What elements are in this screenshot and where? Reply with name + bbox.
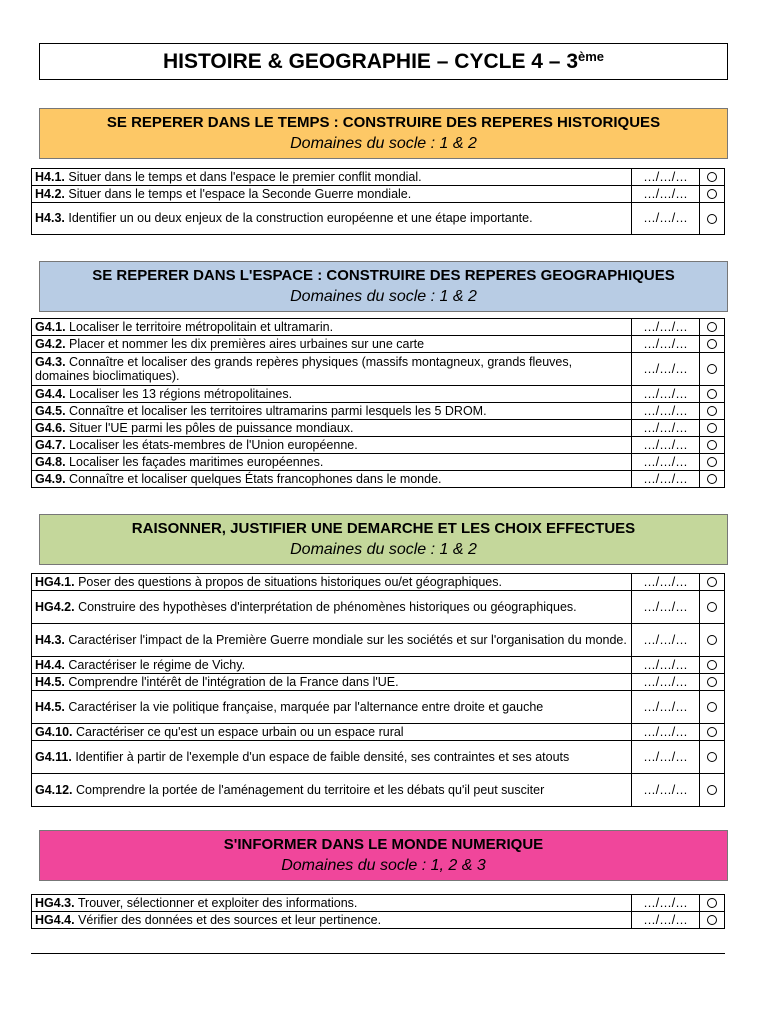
date-field[interactable]: …/…/…	[632, 574, 700, 591]
circle-checkbox[interactable]	[707, 457, 717, 467]
skill-cell	[32, 471, 632, 488]
circle-checkbox[interactable]	[707, 406, 717, 416]
skill-text: Localiser les 13 régions métropolitaines.	[65, 386, 293, 401]
skill-code: G4.11.	[35, 749, 72, 764]
check-cell[interactable]	[700, 203, 725, 235]
check-cell[interactable]	[700, 624, 725, 657]
skill-code: H4.5.	[35, 699, 65, 714]
date-field[interactable]: …/…/…	[632, 895, 700, 912]
check-cell[interactable]	[700, 386, 725, 403]
table-row	[32, 203, 725, 235]
skill-text: Construire des hypothèses d'interprétation de phénomènes historiques ou géographiques.	[74, 599, 577, 614]
skill-cell	[32, 186, 632, 203]
circle-checkbox[interactable]	[707, 172, 717, 182]
skill-cell	[32, 912, 632, 929]
skill-text: Vérifier des données et des sources et leur pertinence.	[74, 912, 382, 927]
date-field[interactable]: …/…/…	[632, 774, 700, 807]
check-cell[interactable]	[700, 169, 725, 186]
skill-code: G4.10.	[35, 724, 73, 739]
skill-code: H4.2.	[35, 186, 65, 201]
skill-code: G4.12.	[35, 782, 73, 797]
skill-cell	[32, 895, 632, 912]
table-row	[32, 420, 725, 437]
table-row	[32, 591, 725, 624]
check-cell[interactable]	[700, 319, 725, 336]
skill-text: Connaître et localiser des grands repères physiques (massifs montagneux, grands fleuves, domaines bioclimatiques).	[35, 354, 573, 383]
section-subtitle: Domaines du socle : 1 & 2	[290, 288, 477, 305]
circle-checkbox[interactable]	[707, 364, 717, 374]
date-field[interactable]: …/…/…	[632, 386, 700, 403]
skill-text: Localiser les états-membres de l'Union européenne.	[65, 437, 358, 452]
skill-code: G4.7.	[35, 437, 66, 452]
check-cell[interactable]	[700, 574, 725, 591]
skill-text: Situer dans le temps et dans l'espace le premier conflit mondial.	[64, 169, 422, 184]
table-row	[32, 774, 725, 807]
skill-text: Identifier un ou deux enjeux de la construction européenne et une étape importante.	[64, 211, 533, 226]
skill-cell	[32, 454, 632, 471]
circle-checkbox[interactable]	[707, 635, 717, 645]
skill-text: Caractériser le régime de Vichy.	[64, 657, 246, 672]
check-cell[interactable]	[700, 186, 725, 203]
check-cell[interactable]	[700, 591, 725, 624]
table-row	[32, 895, 725, 912]
circle-checkbox[interactable]	[707, 339, 717, 349]
skill-text: Trouver, sélectionner et exploiter des informations.	[74, 895, 358, 910]
table-row	[32, 437, 725, 454]
page-title	[39, 43, 728, 80]
skill-code: H4.3.	[35, 211, 65, 226]
skill-cell	[32, 403, 632, 420]
skill-text: Comprendre l'intérêt de l'intégration de la France dans l'UE.	[64, 674, 399, 689]
skill-text: Connaître et localiser quelques États francophones dans le monde.	[65, 471, 442, 486]
circle-checkbox[interactable]	[707, 752, 717, 762]
circle-checkbox[interactable]	[707, 440, 717, 450]
skill-cell	[32, 437, 632, 454]
skill-cell	[32, 386, 632, 403]
date-field[interactable]: …/…/…	[632, 353, 700, 386]
skill-text: Caractériser ce qu'est un espace urbain ou un espace rural	[72, 724, 404, 739]
table-row	[32, 741, 725, 774]
skills-table-temps	[31, 168, 725, 235]
circle-checkbox[interactable]	[707, 727, 717, 737]
table-row	[32, 336, 725, 353]
date-field[interactable]: …/…/…	[632, 186, 700, 203]
skill-cell	[32, 353, 632, 386]
skill-code: HG4.4.	[35, 912, 75, 927]
circle-checkbox[interactable]	[707, 915, 717, 925]
circle-checkbox[interactable]	[707, 898, 717, 908]
skills-table-numerique	[31, 894, 725, 929]
date-field[interactable]: …/…/…	[632, 203, 700, 235]
skill-code: G4.9.	[35, 471, 66, 486]
table-row	[32, 353, 725, 386]
section-subtitle: Domaines du socle : 1 & 2	[290, 135, 477, 152]
table-row	[32, 454, 725, 471]
skill-text: Situer l'UE parmi les pôles de puissance mondiaux.	[65, 420, 354, 435]
table-row	[32, 624, 725, 657]
date-field[interactable]: …/…/…	[632, 437, 700, 454]
skills-table-raisonner	[31, 573, 725, 807]
skill-cell	[32, 336, 632, 353]
section-subtitle: Domaines du socle : 1 & 2	[290, 541, 477, 558]
skill-code: HG4.2.	[35, 599, 75, 614]
check-cell[interactable]	[700, 471, 725, 488]
skill-code: HG4.3.	[35, 895, 75, 910]
skill-text: Poser des questions à propos de situations historiques ou/et géographiques.	[74, 574, 502, 589]
check-cell[interactable]	[700, 774, 725, 807]
table-row	[32, 674, 725, 691]
date-field[interactable]: …/…/…	[632, 591, 700, 624]
skill-code: H4.1.	[35, 169, 65, 184]
skill-code: H4.3.	[35, 632, 65, 647]
check-cell[interactable]	[700, 691, 725, 724]
skill-code: HG4.1.	[35, 574, 75, 589]
skill-cell	[32, 724, 632, 741]
circle-checkbox[interactable]	[707, 474, 717, 484]
section-title: SE REPERER DANS L'ESPACE : CONSTRUIRE DES REPERES GEOGRAPHIQUES	[92, 267, 675, 284]
table-row	[32, 912, 725, 929]
page-title-text: HISTOIRE & GEOGRAPHIE – CYCLE 4 – 3	[162, 50, 579, 73]
table-row	[32, 724, 725, 741]
circle-checkbox[interactable]	[707, 577, 717, 587]
table-row	[32, 403, 725, 420]
skill-code: G4.2.	[35, 336, 66, 351]
footer-divider	[31, 953, 725, 954]
skill-cell	[32, 591, 632, 624]
date-field[interactable]: …/…/…	[632, 691, 700, 724]
date-field[interactable]: …/…/…	[632, 674, 700, 691]
section-title: RAISONNER, JUSTIFIER UNE DEMARCHE ET LES CHOIX EFFECTUES	[131, 520, 636, 537]
skills-table-espace	[31, 318, 725, 488]
skill-code: G4.5.	[35, 403, 66, 418]
check-cell[interactable]	[700, 657, 725, 674]
check-cell[interactable]	[700, 912, 725, 929]
date-field[interactable]: …/…/…	[632, 471, 700, 488]
circle-checkbox[interactable]	[707, 214, 717, 224]
skill-cell	[32, 203, 632, 235]
table-row	[32, 169, 725, 186]
table-row	[32, 471, 725, 488]
section-subtitle: Domaines du socle : 1, 2 & 3	[281, 857, 486, 874]
skill-cell	[32, 674, 632, 691]
skill-code: H4.5.	[35, 674, 65, 689]
skill-code: G4.8.	[35, 454, 66, 469]
date-field[interactable]: …/…/…	[632, 724, 700, 741]
skill-text: Caractériser l'impact de la Première Guerre mondiale sur les sociétés et sur l'organisation du monde.	[64, 632, 627, 647]
check-cell[interactable]	[700, 454, 725, 471]
skill-text: Identifier à partir de l'exemple d'un espace de faible densité, ses contraintes et ses atouts	[71, 749, 570, 764]
skill-code: G4.1.	[35, 319, 66, 334]
check-cell[interactable]	[700, 724, 725, 741]
date-field[interactable]: …/…/…	[632, 403, 700, 420]
section-header-raisonner	[39, 514, 728, 565]
check-cell[interactable]	[700, 336, 725, 353]
check-cell[interactable]	[700, 420, 725, 437]
table-row	[32, 574, 725, 591]
skill-text: Comprendre la portée de l'aménagement du territoire et les débats qu'il peut susciter	[72, 782, 545, 797]
skill-text: Situer dans le temps et l'espace la Seconde Guerre mondiale.	[64, 186, 412, 201]
date-field[interactable]: …/…/…	[632, 319, 700, 336]
skill-cell	[32, 624, 632, 657]
skill-code: H4.4.	[35, 657, 65, 672]
skill-cell	[32, 420, 632, 437]
section-header-numerique	[39, 830, 728, 881]
circle-checkbox[interactable]	[707, 602, 717, 612]
circle-checkbox[interactable]	[707, 389, 717, 399]
check-cell[interactable]	[700, 437, 725, 454]
date-field[interactable]: …/…/…	[632, 624, 700, 657]
table-row	[32, 657, 725, 674]
section-title: S'INFORMER DANS LE MONDE NUMERIQUE	[223, 836, 544, 853]
skill-code: G4.4.	[35, 386, 66, 401]
circle-checkbox[interactable]	[707, 660, 717, 670]
date-field[interactable]: …/…/…	[632, 336, 700, 353]
date-field[interactable]: …/…/…	[632, 741, 700, 774]
skill-cell	[32, 691, 632, 724]
date-field[interactable]: …/…/…	[632, 912, 700, 929]
skill-text: Localiser les façades maritimes européennes.	[65, 454, 324, 469]
check-cell[interactable]	[700, 895, 725, 912]
check-cell[interactable]	[700, 403, 725, 420]
page-title-superscript: ème	[578, 49, 605, 64]
skill-text: Placer et nommer les dix premières aires urbaines sur une carte	[65, 336, 425, 351]
skill-text: Connaître et localiser les territoires ultramarins parmi lesquels les 5 DROM.	[65, 403, 487, 418]
circle-checkbox[interactable]	[707, 785, 717, 795]
skill-cell	[32, 319, 632, 336]
section-header-espace	[39, 261, 728, 312]
table-row	[32, 319, 725, 336]
check-cell[interactable]	[700, 353, 725, 386]
skill-cell	[32, 169, 632, 186]
circle-checkbox[interactable]	[707, 322, 717, 332]
table-row	[32, 386, 725, 403]
circle-checkbox[interactable]	[707, 189, 717, 199]
skill-text: Localiser le territoire métropolitain et ultramarin.	[65, 319, 334, 334]
section-header-temps	[39, 108, 728, 159]
skill-text: Caractériser la vie politique française, marquée par l'alternance entre droite et gauche	[64, 699, 544, 714]
table-row	[32, 186, 725, 203]
skill-cell	[32, 574, 632, 591]
skill-code: G4.6.	[35, 420, 66, 435]
check-cell[interactable]	[700, 741, 725, 774]
circle-checkbox[interactable]	[707, 677, 717, 687]
skill-cell	[32, 774, 632, 807]
table-row	[32, 691, 725, 724]
date-field[interactable]: …/…/…	[632, 657, 700, 674]
check-cell[interactable]	[700, 674, 725, 691]
circle-checkbox[interactable]	[707, 702, 717, 712]
skill-cell	[32, 657, 632, 674]
date-field[interactable]: …/…/…	[632, 454, 700, 471]
date-field[interactable]: …/…/…	[632, 420, 700, 437]
circle-checkbox[interactable]	[707, 423, 717, 433]
section-title: SE REPERER DANS LE TEMPS : CONSTRUIRE DES REPERES HISTORIQUES	[106, 114, 661, 131]
date-field[interactable]: …/…/…	[632, 169, 700, 186]
skill-code: G4.3.	[35, 354, 66, 369]
skill-cell	[32, 741, 632, 774]
